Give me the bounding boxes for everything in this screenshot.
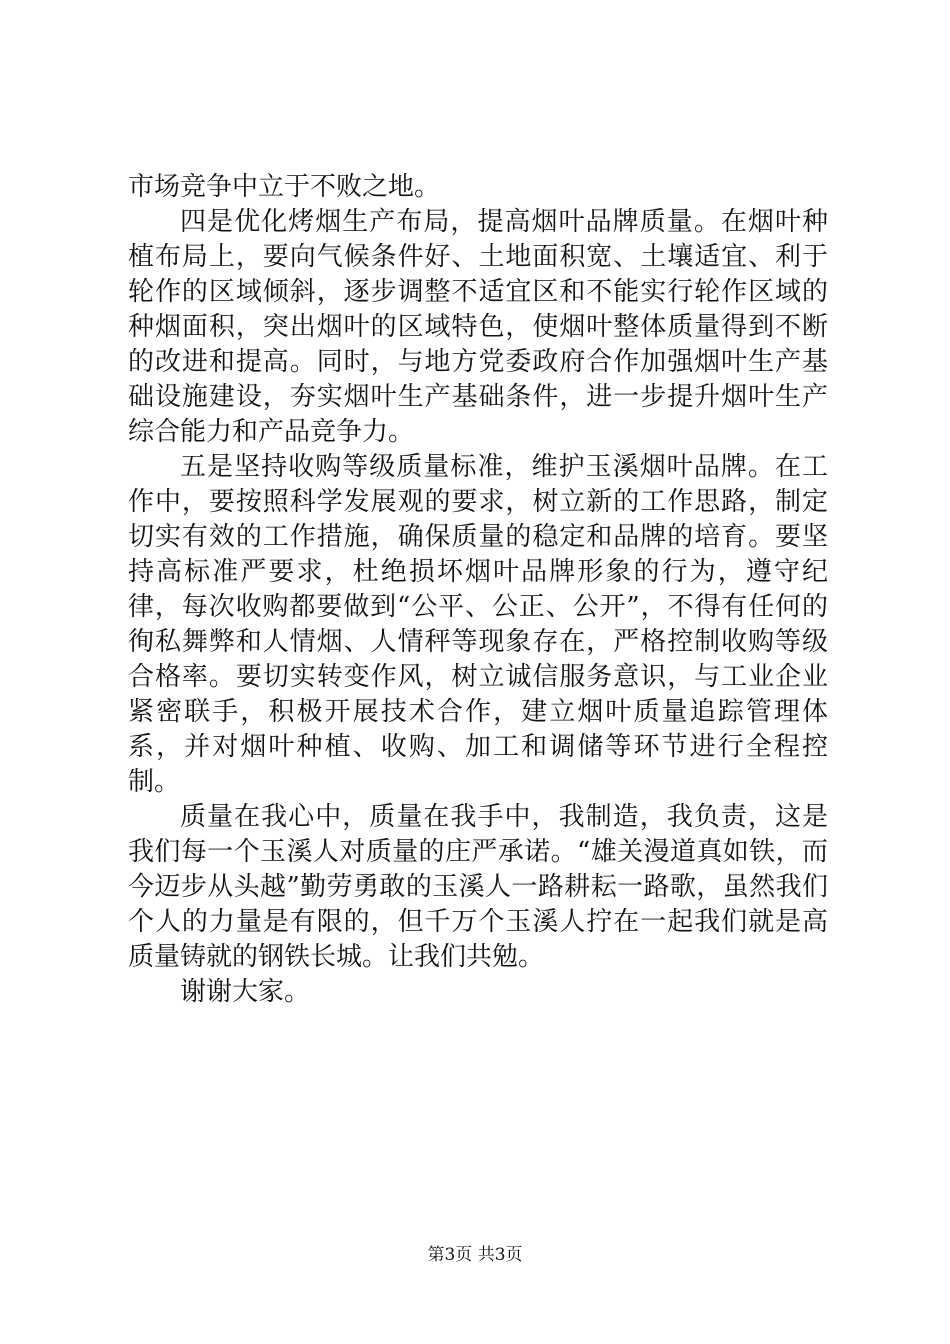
paragraph-thanks: 谢谢大家。: [180, 977, 311, 1007]
paragraph-continuation: 市场竞争中立于不败之地。: [128, 172, 441, 202]
paragraph-quality-pledge: 质量在我心中，质量在我手中，我制造，我负责，这是我们每一个玉溪人对质量的庄严承诺。“雄关漫道真如铁，而今迈步从头越”勤劳勇敢的玉溪人一路耕耘一路歌，虽然我们个人的力量是有限的，但千万个玉溪人拧在一起我们就是高质量铸就的钢铁长城。让我们共勉。: [128, 802, 828, 972]
document-body: [128, 170, 828, 1010]
paragraph-purchase-standards: 五是坚持收购等级质量标准，维护玉溪烟叶品牌。在工作中，要按照科学发展观的要求，树立新的工作思路，制定切实有效的工作措施，确保质量的稳定和品牌的培育。要坚持高标准严要求，杜绝损坏烟叶品牌形象的行为，遵守纪律，每次收购都要做到“公平、公正、公开”，不得有任何的徇私舞弊和人情烟、人情秤等现象存在，严格控制收购等级合格率。要切实转变作风，树立诚信服务意识，与工业企业紧密联手，积极开展技术合作，建立烟叶质量追踪管理体系，并对烟叶种植、收购、加工和调储等环节进行全程控制。: [128, 452, 828, 797]
page-number-footer: 第3页 共3页: [427, 1245, 523, 1265]
paragraph-tobacco-layout: 四是优化烤烟生产布局，提高烟叶品牌质量。在烟叶种植布局上，要向气候条件好、土地面积宽、土壤适宜、利于轮作的区域倾斜，逐步调整不适宜区和不能实行轮作区域的种烟面积，突出烟叶的区域特色，使烟叶整体质量得到不断的改进和提高。同时，与地方党委政府合作加强烟叶生产基础设施建设，夯实烟叶生产基础条件，进一步提升烟叶生产综合能力和产品竞争力。: [128, 207, 828, 447]
